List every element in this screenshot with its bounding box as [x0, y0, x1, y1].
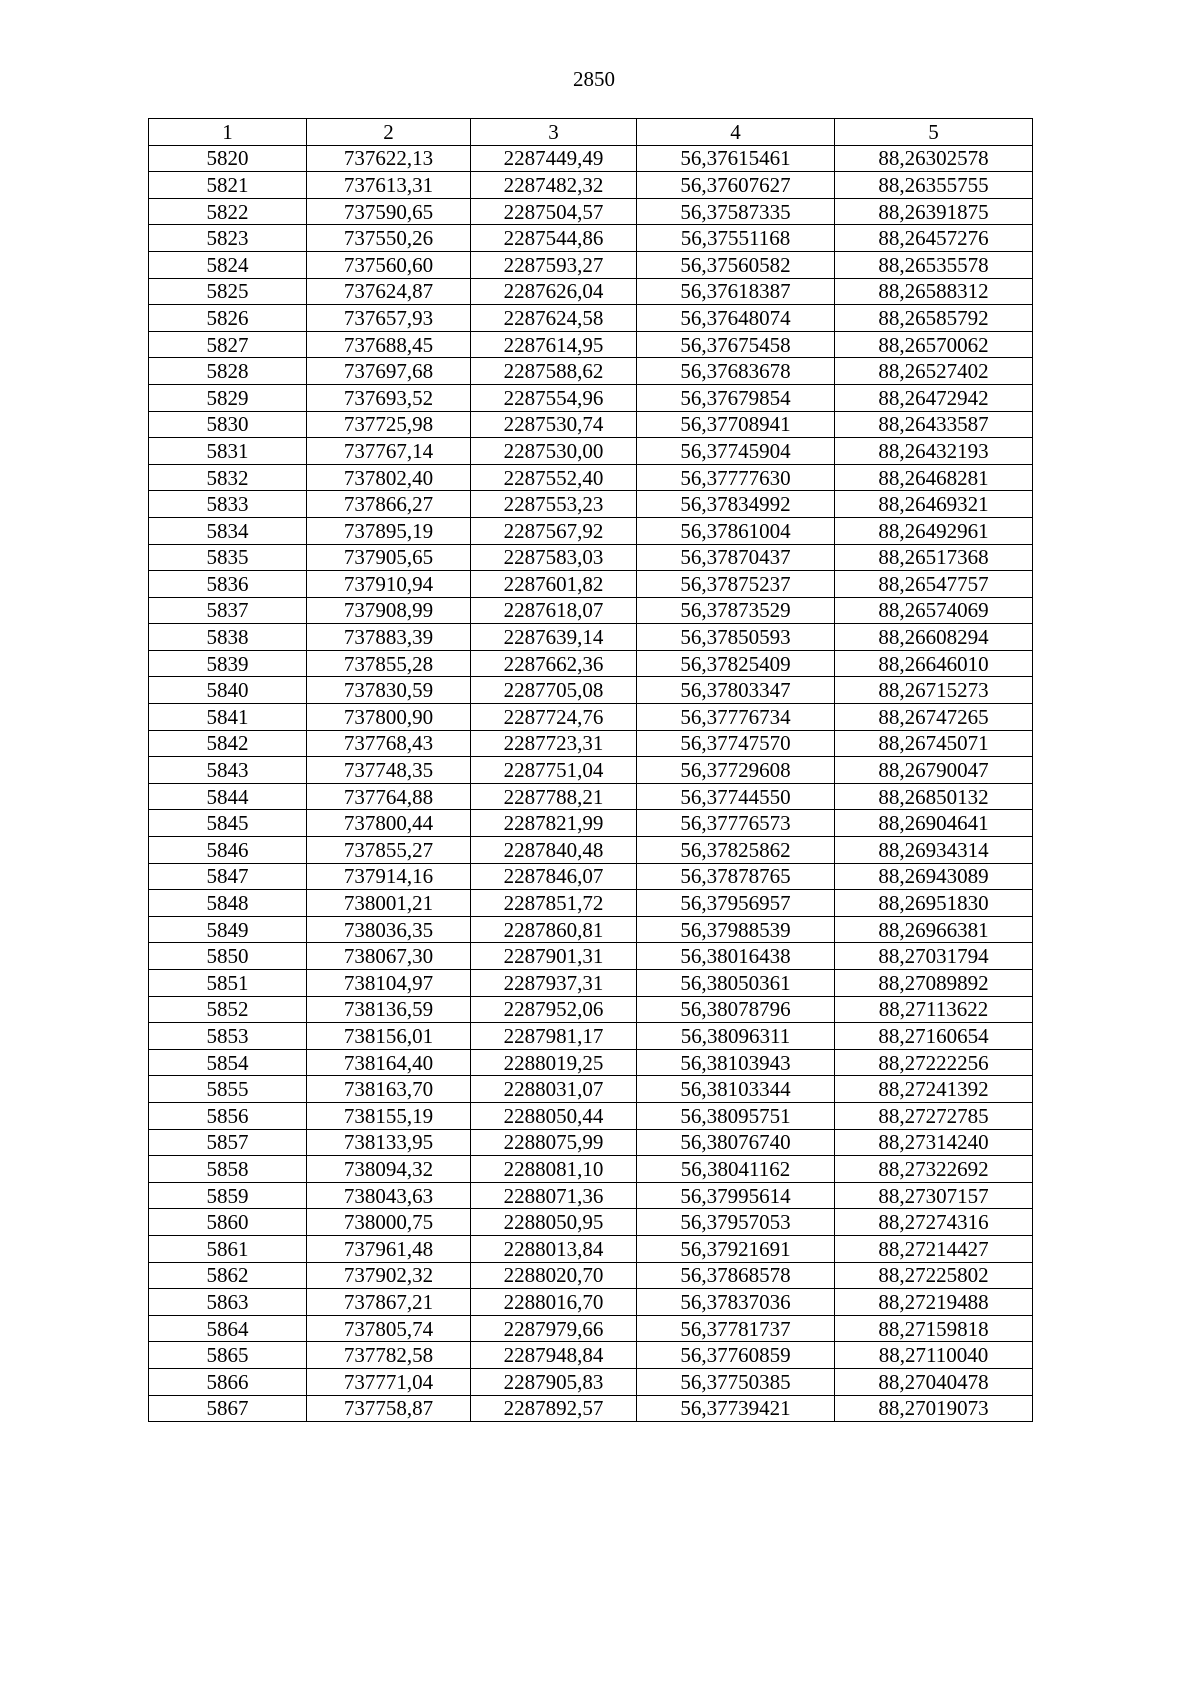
table-cell-col-5: 88,26472942 — [835, 384, 1033, 411]
table-row — [149, 384, 1033, 411]
table-cell-col-2: 737782,58 — [307, 1342, 471, 1369]
table-cell-col-5: 88,26715273 — [835, 677, 1033, 704]
table-row — [149, 677, 1033, 704]
table-row — [149, 464, 1033, 491]
table-cell-col-4: 56,38016438 — [637, 943, 835, 970]
table-cell-col-5: 88,27225802 — [835, 1262, 1033, 1289]
table-cell-col-2: 737802,40 — [307, 464, 471, 491]
table-cell-col-2: 737902,32 — [307, 1262, 471, 1289]
table-cell-col-2: 738163,70 — [307, 1076, 471, 1103]
table-cell-col-5: 88,27274316 — [835, 1209, 1033, 1236]
table-row — [149, 996, 1033, 1023]
table-cell-col-3: 2287937,31 — [471, 970, 637, 997]
table-cell-col-3: 2288081,10 — [471, 1156, 637, 1183]
table-cell-col-2: 737550,26 — [307, 225, 471, 252]
table-cell-col-2: 738067,30 — [307, 943, 471, 970]
table-cell-col-1: 5863 — [149, 1289, 307, 1316]
table-cell-col-1: 5846 — [149, 837, 307, 864]
table-cell-col-4: 56,37873529 — [637, 597, 835, 624]
table-cell-col-5: 88,27040478 — [835, 1368, 1033, 1395]
table-row — [149, 943, 1033, 970]
table-row — [149, 1102, 1033, 1129]
table-cell-col-1: 5865 — [149, 1342, 307, 1369]
table-cell-col-2: 737961,48 — [307, 1235, 471, 1262]
table-cell-col-1: 5853 — [149, 1023, 307, 1050]
table-cell-col-3: 2287553,23 — [471, 491, 637, 518]
table-cell-col-1: 5825 — [149, 278, 307, 305]
table-cell-col-2: 737688,45 — [307, 331, 471, 358]
table-cell-col-4: 56,37747570 — [637, 730, 835, 757]
table-row — [149, 597, 1033, 624]
table-cell-col-3: 2287626,04 — [471, 278, 637, 305]
table-cell-col-1: 5835 — [149, 544, 307, 571]
table-cell-col-3: 2287901,31 — [471, 943, 637, 970]
table-cell-col-1: 5845 — [149, 810, 307, 837]
table-cell-col-2: 737624,87 — [307, 278, 471, 305]
table-cell-col-2: 738000,75 — [307, 1209, 471, 1236]
table-cell-col-3: 2287624,58 — [471, 305, 637, 332]
table-cell-col-5: 88,27307157 — [835, 1182, 1033, 1209]
table-cell-col-2: 738094,32 — [307, 1156, 471, 1183]
table-cell-col-2: 738133,95 — [307, 1129, 471, 1156]
table-cell-col-4: 56,37750385 — [637, 1368, 835, 1395]
table-cell-col-1: 5842 — [149, 730, 307, 757]
table-cell-col-2: 738036,35 — [307, 916, 471, 943]
table-cell-col-5: 88,27214427 — [835, 1235, 1033, 1262]
table-cell-col-4: 56,37956957 — [637, 890, 835, 917]
table-cell-col-3: 2287639,14 — [471, 624, 637, 651]
table-cell-col-2: 737764,88 — [307, 783, 471, 810]
table-cell-col-3: 2287662,36 — [471, 650, 637, 677]
table-cell-col-1: 5848 — [149, 890, 307, 917]
table-cell-col-4: 56,38095751 — [637, 1102, 835, 1129]
table-row — [149, 1315, 1033, 1342]
table-row — [149, 650, 1033, 677]
table-cell-col-5: 88,26588312 — [835, 278, 1033, 305]
table-cell-col-4: 56,37878765 — [637, 863, 835, 890]
table-cell-col-3: 2287504,57 — [471, 198, 637, 225]
table-cell-col-1: 5854 — [149, 1049, 307, 1076]
table-row — [149, 1076, 1033, 1103]
table-cell-col-4: 56,37803347 — [637, 677, 835, 704]
table-cell-col-3: 2287449,49 — [471, 145, 637, 172]
table-cell-col-5: 88,26570062 — [835, 331, 1033, 358]
table-row — [149, 278, 1033, 305]
table-cell-col-5: 88,27322692 — [835, 1156, 1033, 1183]
table-cell-col-1: 5839 — [149, 650, 307, 677]
table-cell-col-3: 2287583,03 — [471, 544, 637, 571]
table-cell-col-2: 738104,97 — [307, 970, 471, 997]
table-cell-col-5: 88,26302578 — [835, 145, 1033, 172]
table-row — [149, 1342, 1033, 1369]
table-cell-col-3: 2287952,06 — [471, 996, 637, 1023]
table-cell-col-3: 2287530,00 — [471, 438, 637, 465]
table-cell-col-1: 5824 — [149, 251, 307, 278]
table-cell-col-5: 88,26934314 — [835, 837, 1033, 864]
table-cell-col-4: 56,37781737 — [637, 1315, 835, 1342]
table-cell-col-1: 5862 — [149, 1262, 307, 1289]
table-cell-col-1: 5820 — [149, 145, 307, 172]
table-cell-col-2: 738136,59 — [307, 996, 471, 1023]
table-cell-col-5: 88,27019073 — [835, 1395, 1033, 1422]
table-cell-col-1: 5829 — [149, 384, 307, 411]
table-cell-col-3: 2288031,07 — [471, 1076, 637, 1103]
table-cell-col-1: 5826 — [149, 305, 307, 332]
table-cell-col-2: 737805,74 — [307, 1315, 471, 1342]
table-cell-col-1: 5840 — [149, 677, 307, 704]
table-cell-col-5: 88,27031794 — [835, 943, 1033, 970]
table-row — [149, 1289, 1033, 1316]
table-cell-col-1: 5822 — [149, 198, 307, 225]
table-cell-col-1: 5858 — [149, 1156, 307, 1183]
table-cell-col-3: 2287723,31 — [471, 730, 637, 757]
table-row — [149, 145, 1033, 172]
table-cell-col-4: 56,37870437 — [637, 544, 835, 571]
table-cell-col-3: 2288050,44 — [471, 1102, 637, 1129]
table-cell-col-2: 737855,27 — [307, 837, 471, 864]
table-cell-col-5: 88,26457276 — [835, 225, 1033, 252]
table-cell-col-4: 56,37739421 — [637, 1395, 835, 1422]
table-cell-col-5: 88,26608294 — [835, 624, 1033, 651]
table-cell-col-3: 2287705,08 — [471, 677, 637, 704]
table-cell-col-2: 737767,14 — [307, 438, 471, 465]
table-cell-col-1: 5843 — [149, 757, 307, 784]
page-number: 2850 — [573, 67, 615, 91]
table-cell-col-1: 5821 — [149, 172, 307, 199]
table-cell-col-5: 88,27113622 — [835, 996, 1033, 1023]
table-row — [149, 916, 1033, 943]
table-cell-col-2: 737560,60 — [307, 251, 471, 278]
column-header-4: 4 — [637, 119, 835, 146]
table-cell-col-1: 5827 — [149, 331, 307, 358]
table-cell-col-4: 56,37777630 — [637, 464, 835, 491]
table-cell-col-5: 88,26904641 — [835, 810, 1033, 837]
table-cell-col-2: 737693,52 — [307, 384, 471, 411]
table-cell-col-2: 737697,68 — [307, 358, 471, 385]
table-cell-col-5: 88,26527402 — [835, 358, 1033, 385]
table-header — [149, 119, 1033, 146]
table-row — [149, 251, 1033, 278]
table-cell-col-5: 88,26547757 — [835, 571, 1033, 598]
table-cell-col-1: 5836 — [149, 571, 307, 598]
table-cell-col-3: 2287588,62 — [471, 358, 637, 385]
table-cell-col-2: 737800,90 — [307, 704, 471, 731]
table-cell-col-5: 88,26790047 — [835, 757, 1033, 784]
table-row — [149, 624, 1033, 651]
table-cell-col-2: 737748,35 — [307, 757, 471, 784]
table-cell-col-3: 2287821,99 — [471, 810, 637, 837]
table-cell-col-5: 88,26535578 — [835, 251, 1033, 278]
table-cell-col-4: 56,37587335 — [637, 198, 835, 225]
table-cell-col-5: 88,27219488 — [835, 1289, 1033, 1316]
table-cell-col-1: 5832 — [149, 464, 307, 491]
table-cell-col-1: 5849 — [149, 916, 307, 943]
coordinates-table — [148, 118, 1033, 1422]
table-cell-col-2: 737725,98 — [307, 411, 471, 438]
table-cell-col-3: 2287860,81 — [471, 916, 637, 943]
table-cell-col-4: 56,37708941 — [637, 411, 835, 438]
table-cell-col-1: 5823 — [149, 225, 307, 252]
table-row — [149, 1129, 1033, 1156]
table-cell-col-4: 56,38096311 — [637, 1023, 835, 1050]
table-cell-col-5: 88,26646010 — [835, 650, 1033, 677]
table-cell-col-5: 88,26391875 — [835, 198, 1033, 225]
table-cell-col-4: 56,37679854 — [637, 384, 835, 411]
table-row — [149, 730, 1033, 757]
table-cell-col-1: 5864 — [149, 1315, 307, 1342]
table-cell-col-5: 88,27159818 — [835, 1315, 1033, 1342]
table-cell-col-4: 56,37988539 — [637, 916, 835, 943]
column-header-1: 1 — [149, 119, 307, 146]
table-cell-col-5: 88,26433587 — [835, 411, 1033, 438]
table-cell-col-3: 2287567,92 — [471, 517, 637, 544]
table-row — [149, 358, 1033, 385]
table-cell-col-1: 5844 — [149, 783, 307, 810]
table-cell-col-2: 737657,93 — [307, 305, 471, 332]
table-cell-col-2: 737590,65 — [307, 198, 471, 225]
table-cell-col-1: 5834 — [149, 517, 307, 544]
table-cell-col-4: 56,38050361 — [637, 970, 835, 997]
table-row — [149, 1156, 1033, 1183]
table-cell-col-1: 5847 — [149, 863, 307, 890]
table-cell-col-3: 2287614,95 — [471, 331, 637, 358]
table-cell-col-1: 5828 — [149, 358, 307, 385]
table-cell-col-5: 88,27089892 — [835, 970, 1033, 997]
table-cell-col-4: 56,37745904 — [637, 438, 835, 465]
table-cell-col-3: 2287846,07 — [471, 863, 637, 890]
table-cell-col-2: 738043,63 — [307, 1182, 471, 1209]
table-row — [149, 863, 1033, 890]
table-row — [149, 491, 1033, 518]
table-cell-col-5: 88,26943089 — [835, 863, 1033, 890]
table-row — [149, 1235, 1033, 1262]
table-cell-col-1: 5866 — [149, 1368, 307, 1395]
table-cell-col-3: 2287530,74 — [471, 411, 637, 438]
table-cell-col-3: 2287554,96 — [471, 384, 637, 411]
table-cell-col-2: 737905,65 — [307, 544, 471, 571]
table-cell-col-4: 56,37875237 — [637, 571, 835, 598]
table-cell-col-2: 738155,19 — [307, 1102, 471, 1129]
table-cell-col-3: 2288019,25 — [471, 1049, 637, 1076]
table-cell-col-1: 5837 — [149, 597, 307, 624]
table-cell-col-3: 2287905,83 — [471, 1368, 637, 1395]
table-cell-col-3: 2288050,95 — [471, 1209, 637, 1236]
table-cell-col-4: 56,37776573 — [637, 810, 835, 837]
table-cell-col-2: 738164,40 — [307, 1049, 471, 1076]
table-cell-col-3: 2288071,36 — [471, 1182, 637, 1209]
table-cell-col-1: 5851 — [149, 970, 307, 997]
table-cell-col-2: 737613,31 — [307, 172, 471, 199]
table-cell-col-4: 56,37760859 — [637, 1342, 835, 1369]
table-cell-col-1: 5841 — [149, 704, 307, 731]
column-header-2: 2 — [307, 119, 471, 146]
table-cell-col-1: 5861 — [149, 1235, 307, 1262]
table-cell-col-1: 5852 — [149, 996, 307, 1023]
table-cell-col-5: 88,27222256 — [835, 1049, 1033, 1076]
table-row — [149, 172, 1033, 199]
table-cell-col-1: 5855 — [149, 1076, 307, 1103]
table-row — [149, 517, 1033, 544]
table-row — [149, 1262, 1033, 1289]
table-cell-col-3: 2287482,32 — [471, 172, 637, 199]
table-row — [149, 837, 1033, 864]
table-cell-col-4: 56,37675458 — [637, 331, 835, 358]
table-cell-col-4: 56,37995614 — [637, 1182, 835, 1209]
table-cell-col-1: 5831 — [149, 438, 307, 465]
table-cell-col-3: 2287618,07 — [471, 597, 637, 624]
table-cell-col-5: 88,26585792 — [835, 305, 1033, 332]
table-cell-col-4: 56,37825862 — [637, 837, 835, 864]
table-cell-col-5: 88,27110040 — [835, 1342, 1033, 1369]
table-cell-col-5: 88,26850132 — [835, 783, 1033, 810]
table-row — [149, 411, 1033, 438]
table-cell-col-2: 737622,13 — [307, 145, 471, 172]
table-row — [149, 438, 1033, 465]
table-cell-col-5: 88,26574069 — [835, 597, 1033, 624]
table-row — [149, 198, 1033, 225]
table-cell-col-4: 56,37776734 — [637, 704, 835, 731]
table-row — [149, 1049, 1033, 1076]
table-cell-col-5: 88,27314240 — [835, 1129, 1033, 1156]
table-cell-col-2: 737866,27 — [307, 491, 471, 518]
table-cell-col-5: 88,26432193 — [835, 438, 1033, 465]
table-cell-col-2: 738156,01 — [307, 1023, 471, 1050]
table-cell-col-3: 2288013,84 — [471, 1235, 637, 1262]
table-cell-col-3: 2287892,57 — [471, 1395, 637, 1422]
table-cell-col-3: 2287981,17 — [471, 1023, 637, 1050]
table-cell-col-2: 737867,21 — [307, 1289, 471, 1316]
table-cell-col-5: 88,26747265 — [835, 704, 1033, 731]
table-cell-col-2: 737914,16 — [307, 863, 471, 890]
table-cell-col-2: 737895,19 — [307, 517, 471, 544]
table-row — [149, 305, 1033, 332]
table-cell-col-4: 56,37618387 — [637, 278, 835, 305]
table-cell-col-3: 2287601,82 — [471, 571, 637, 598]
table-cell-col-4: 56,37825409 — [637, 650, 835, 677]
column-header-5: 5 — [835, 119, 1033, 146]
table-cell-col-1: 5838 — [149, 624, 307, 651]
table-cell-col-1: 5830 — [149, 411, 307, 438]
table-cell-col-5: 88,26468281 — [835, 464, 1033, 491]
table-cell-col-5: 88,26966381 — [835, 916, 1033, 943]
table-row — [149, 571, 1033, 598]
table-cell-col-5: 88,27241392 — [835, 1076, 1033, 1103]
table-cell-col-3: 2287552,40 — [471, 464, 637, 491]
table-cell-col-3: 2287840,48 — [471, 837, 637, 864]
table-row — [149, 1368, 1033, 1395]
table-cell-col-3: 2287593,27 — [471, 251, 637, 278]
table-cell-col-4: 56,37744550 — [637, 783, 835, 810]
table-cell-col-3: 2287788,21 — [471, 783, 637, 810]
table-cell-col-1: 5850 — [149, 943, 307, 970]
table-cell-col-4: 56,38103344 — [637, 1076, 835, 1103]
table-cell-col-4: 56,37648074 — [637, 305, 835, 332]
table-cell-col-4: 56,37957053 — [637, 1209, 835, 1236]
table-cell-col-2: 737800,44 — [307, 810, 471, 837]
table-cell-col-4: 56,37868578 — [637, 1262, 835, 1289]
table-cell-col-5: 88,26355755 — [835, 172, 1033, 199]
table-cell-col-3: 2288016,70 — [471, 1289, 637, 1316]
table-cell-col-4: 56,37729608 — [637, 757, 835, 784]
table-cell-col-3: 2287979,66 — [471, 1315, 637, 1342]
table-cell-col-3: 2287948,84 — [471, 1342, 637, 1369]
table-cell-col-4: 56,37607627 — [637, 172, 835, 199]
table-cell-col-2: 737910,94 — [307, 571, 471, 598]
table-cell-col-4: 56,37921691 — [637, 1235, 835, 1262]
table-cell-col-5: 88,27272785 — [835, 1102, 1033, 1129]
table-cell-col-3: 2287751,04 — [471, 757, 637, 784]
table-cell-col-4: 56,38103943 — [637, 1049, 835, 1076]
table-cell-col-4: 56,37834992 — [637, 491, 835, 518]
table-cell-col-2: 737768,43 — [307, 730, 471, 757]
table-cell-col-2: 737883,39 — [307, 624, 471, 651]
table-cell-col-4: 56,37615461 — [637, 145, 835, 172]
table-row — [149, 1209, 1033, 1236]
table-row — [149, 1395, 1033, 1422]
table-cell-col-5: 88,26517368 — [835, 544, 1033, 571]
table-cell-col-1: 5857 — [149, 1129, 307, 1156]
table-cell-col-5: 88,26492961 — [835, 517, 1033, 544]
table-row — [149, 544, 1033, 571]
table-row — [149, 757, 1033, 784]
table-row — [149, 890, 1033, 917]
table-cell-col-3: 2287724,76 — [471, 704, 637, 731]
table-cell-col-3: 2287544,86 — [471, 225, 637, 252]
table-cell-col-2: 737855,28 — [307, 650, 471, 677]
table-cell-col-1: 5867 — [149, 1395, 307, 1422]
table-cell-col-4: 56,37850593 — [637, 624, 835, 651]
table-cell-col-2: 738001,21 — [307, 890, 471, 917]
table-row — [149, 331, 1033, 358]
table-cell-col-4: 56,37861004 — [637, 517, 835, 544]
table-cell-col-5: 88,27160654 — [835, 1023, 1033, 1050]
table-row — [149, 704, 1033, 731]
table-row — [149, 783, 1033, 810]
table-cell-col-3: 2287851,72 — [471, 890, 637, 917]
table-cell-col-2: 737908,99 — [307, 597, 471, 624]
table-row — [149, 810, 1033, 837]
column-header-3: 3 — [471, 119, 637, 146]
table-cell-col-1: 5859 — [149, 1182, 307, 1209]
table-row — [149, 970, 1033, 997]
table-row — [149, 1182, 1033, 1209]
table-cell-col-3: 2288020,70 — [471, 1262, 637, 1289]
table-cell-col-4: 56,37551168 — [637, 225, 835, 252]
table-cell-col-2: 737771,04 — [307, 1368, 471, 1395]
table-cell-col-4: 56,38041162 — [637, 1156, 835, 1183]
table-row — [149, 225, 1033, 252]
table-cell-col-4: 56,38076740 — [637, 1129, 835, 1156]
table-cell-col-2: 737758,87 — [307, 1395, 471, 1422]
header-row — [149, 119, 1033, 146]
table-cell-col-2: 737830,59 — [307, 677, 471, 704]
table-cell-col-1: 5833 — [149, 491, 307, 518]
table-cell-col-4: 56,37837036 — [637, 1289, 835, 1316]
table-cell-col-5: 88,26951830 — [835, 890, 1033, 917]
table-body — [149, 145, 1033, 1422]
table-cell-col-1: 5856 — [149, 1102, 307, 1129]
table-cell-col-1: 5860 — [149, 1209, 307, 1236]
table-cell-col-5: 88,26469321 — [835, 491, 1033, 518]
table-cell-col-4: 56,38078796 — [637, 996, 835, 1023]
table-row — [149, 1023, 1033, 1050]
table-cell-col-4: 56,37560582 — [637, 251, 835, 278]
table-cell-col-5: 88,26745071 — [835, 730, 1033, 757]
table-cell-col-4: 56,37683678 — [637, 358, 835, 385]
table-cell-col-3: 2288075,99 — [471, 1129, 637, 1156]
